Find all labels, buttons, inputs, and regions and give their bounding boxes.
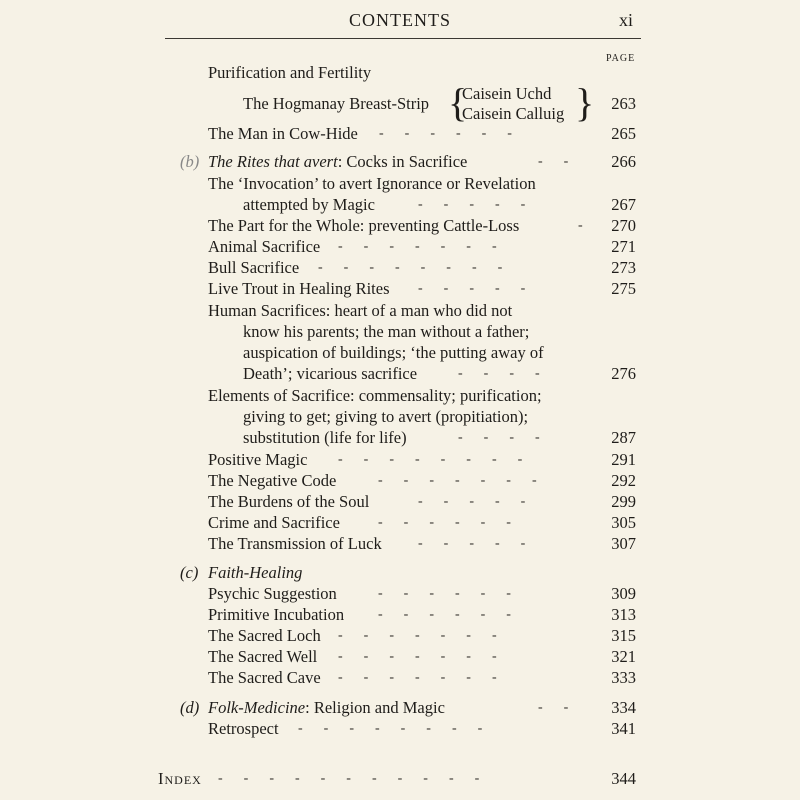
leader-dots: - - - - - (418, 494, 526, 509)
toc-entry-human-line4 (0, 363, 800, 385)
section-title: The Rites that avert (208, 152, 338, 171)
leader-dots: - - - - - - (379, 126, 512, 141)
toc-entry-cave (0, 667, 800, 689)
entry-title: Crime and Sacrifice (208, 513, 340, 532)
hogmanay-subtitles (462, 84, 564, 124)
toc-entry-trout (0, 278, 800, 300)
leader-dots: - - (538, 154, 569, 169)
toc-entry-hogmanay (0, 93, 800, 115)
entry-title: Elements of Sacrifice: commensality; purification; (208, 386, 542, 405)
entry-title: Retrospect (208, 719, 279, 738)
entry-title: The Sacred Cave (208, 668, 321, 687)
leader-dots: - - (538, 700, 569, 715)
entry-title-cont: auspication of buildings; ‘the putting away of (243, 343, 544, 362)
toc-entry-human-line2 (0, 321, 800, 343)
section-label: (c) (180, 563, 199, 582)
entry-page: 265 (611, 124, 636, 143)
leader-dots: - - - - - - - (338, 628, 497, 643)
entry-page: 299 (611, 492, 636, 511)
toc-entry-animal (0, 236, 800, 258)
entry-page: 307 (611, 534, 636, 553)
entry-page: 267 (611, 195, 636, 214)
entry-page: 263 (611, 94, 636, 113)
toc-entry-part-whole (0, 215, 800, 237)
subtitle-caisein-uchd: Caisein Uchd (462, 84, 552, 103)
entry-page: 313 (611, 605, 636, 624)
entry-page: 321 (611, 647, 636, 666)
entry-page: 287 (611, 428, 636, 447)
leader-dots: - - - - - - (378, 586, 511, 601)
leader-dots: - - - - (458, 366, 540, 381)
leader-dots: - - - - - - (378, 607, 511, 622)
toc-entry-bull (0, 257, 800, 279)
entry-page: 270 (611, 216, 636, 235)
entry-page: 333 (611, 668, 636, 687)
entry-title: The ‘Invocation’ to avert Ignorance or Revelation (208, 174, 536, 193)
entry-title: Human Sacrifices: heart of a man who did not (208, 301, 513, 320)
left-brace: { (448, 80, 468, 125)
entry-title: Positive Magic (208, 450, 308, 469)
right-brace: } (575, 80, 595, 125)
entry-title: The Negative Code (208, 471, 337, 490)
leader-dots: - - - - (458, 430, 540, 445)
leader-dots: - - - - - - - (378, 473, 537, 488)
entry-page: 305 (611, 513, 636, 532)
leader-dots: - - - - - - (378, 515, 511, 530)
entry-title-cont: Death’; vicarious sacrifice (243, 364, 418, 383)
entry-page: 291 (611, 450, 636, 469)
toc-entry-human-line3 (0, 342, 800, 364)
toc-entry-elements-line1 (0, 385, 800, 407)
leader-dots: - - - - - - - - - - - (218, 771, 480, 786)
leader-dots: - - - - - (418, 197, 526, 212)
entry-title: Live Trout in Healing Rites (208, 279, 390, 298)
toc-entry-cowhide (0, 123, 800, 145)
entry-page: 276 (611, 364, 636, 383)
toc-entry-invocation-line2 (0, 194, 800, 216)
entry-title: Bull Sacrifice (208, 258, 300, 277)
section-label: (d) (180, 698, 200, 717)
toc-entry-crime (0, 512, 800, 534)
entry-title: The Sacred Loch (208, 626, 321, 645)
toc-entry-positive (0, 449, 800, 471)
leader-dots: - - - - - - - - (338, 452, 523, 467)
entry-title-cont: attempted by Magic (243, 195, 375, 214)
toc-entry-negative (0, 470, 800, 492)
entry-page: 275 (611, 279, 636, 298)
toc-entry-well (0, 646, 800, 668)
entry-title: The Burdens of the Soul (208, 492, 370, 511)
entry-title: The Man in Cow-Hide (208, 124, 358, 143)
entry-page: 271 (611, 237, 636, 256)
entry-title: Primitive Incubation (208, 605, 345, 624)
section-title-line (208, 697, 445, 719)
subtitle-caisein-calluig: Caisein Calluig (462, 104, 565, 123)
entry-title: The Part for the Whole: preventing Cattle-Loss (208, 216, 520, 235)
entry-title: Index (158, 769, 202, 788)
section-subtitle: : Cocks in Sacrifice (337, 152, 468, 171)
toc-entry-incubation (0, 604, 800, 626)
leader-dots: - - - - - - - (338, 239, 497, 254)
entry-title: The Hogmanay Breast-Strip (243, 94, 430, 113)
leader-dots: - - - - - - - - (298, 721, 483, 736)
running-head (155, 10, 645, 36)
entry-page: 334 (611, 698, 636, 717)
running-title: CONTENTS (349, 10, 451, 30)
leader-dots: - - - - - - - - (318, 260, 503, 275)
header-rule (165, 38, 641, 39)
toc-entry-burdens (0, 491, 800, 513)
toc-entry-purification (0, 62, 800, 84)
entry-title: The Transmission of Luck (208, 534, 382, 553)
toc-entry-index (0, 768, 800, 790)
leader-dots: - - - - - - - (338, 670, 497, 685)
entry-page: 292 (611, 471, 636, 490)
entry-page: 344 (611, 769, 636, 788)
toc-entry-elements-line3 (0, 427, 800, 449)
toc-entry-luck (0, 533, 800, 555)
entry-title-cont: giving to get; giving to avert (propitiation); (243, 407, 529, 426)
toc-section-folk (0, 697, 800, 719)
page-column-label: PAGE (606, 53, 636, 64)
toc-entry-elements-line2 (0, 406, 800, 428)
entry-title-cont: substitution (life for life) (243, 428, 407, 447)
entry-title: Animal Sacrifice (208, 237, 321, 256)
leader-dots: - - - - - (418, 536, 526, 551)
entry-title: Purification and Fertility (208, 63, 372, 82)
toc-entry-human-line1 (0, 300, 800, 322)
page-folio: xi (618, 10, 633, 30)
section-label: (b) (180, 152, 200, 171)
entry-title-cont: know his parents; the man without a father; (243, 322, 530, 341)
section-title-line (208, 151, 467, 173)
toc-entry-loch (0, 625, 800, 647)
toc-entry-psychic (0, 583, 800, 605)
leader-dots: - - - - - - - (338, 649, 497, 664)
section-subtitle: : Religion and Magic (305, 698, 445, 717)
leader-dots: - - - - - (418, 281, 526, 296)
entry-page: 315 (611, 626, 636, 645)
entry-title: The Sacred Well (208, 647, 318, 666)
entry-title: Psychic Suggestion (208, 584, 337, 603)
toc-entry-retrospect (0, 718, 800, 740)
leader-dots: - (578, 218, 583, 233)
entry-page: 266 (611, 152, 636, 171)
section-title: Folk-Medicine (208, 698, 306, 717)
toc-section-rites (0, 151, 800, 173)
entry-page: 341 (611, 719, 636, 738)
entry-page: 273 (611, 258, 636, 277)
toc-entry-invocation-line1 (0, 173, 800, 195)
entry-page: 309 (611, 584, 636, 603)
toc-section-faith (0, 562, 800, 584)
section-title: Faith-Healing (208, 563, 303, 582)
